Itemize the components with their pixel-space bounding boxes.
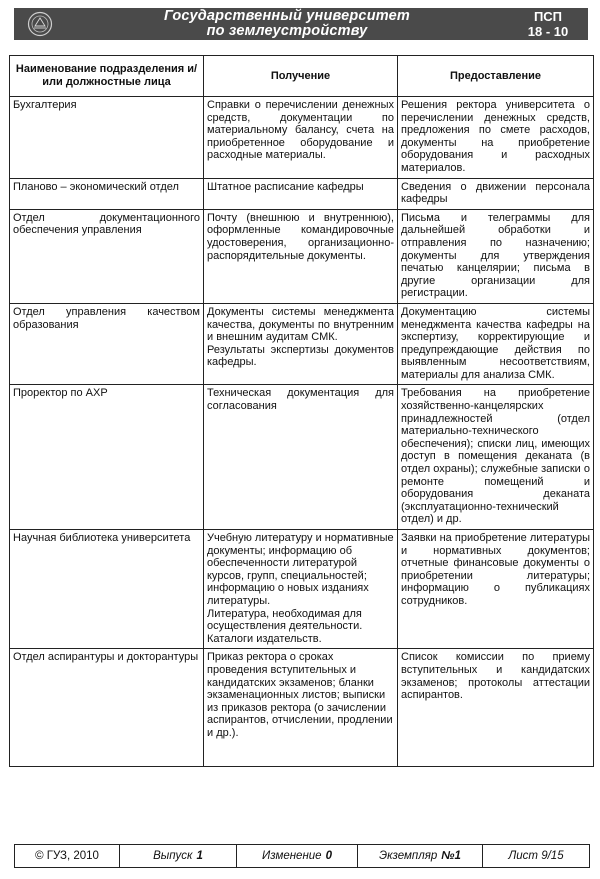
table-row [10,178,594,209]
provide-text: Письма и телеграммы для дальнейшей обработки и отправления по назначению; документы для утверждения печатью канцелярии; письма в другие организации для регистрации. [401,211,590,300]
provide-cell [398,530,594,649]
provide-cell [398,385,594,530]
footer-issue [120,845,237,867]
receive-cell [204,178,398,209]
provide-text: Документацию системы менеджмента качества кафедры на экспертизу, корректирующие и предупреждающие действия по выявленным несоответствиям, материалы для анализа СМК. [401,305,590,381]
unit-cell: Бухгалтерия [10,97,204,179]
footer-copy [358,845,483,867]
interaction-table [9,55,594,767]
provide-cell [398,303,594,385]
table-row [10,303,594,385]
provide-text: Список комиссии по приему вступительных и кандидатских экзаменов; протоколы аттестации аспирантов. [401,651,590,702]
unit-cell: Планово – экономический отдел [10,178,204,209]
receive-text: Литература, необходимая для осуществления деятельности. [207,607,363,633]
footer-sheet: Лист 9/15 [508,850,564,862]
footer-change [237,845,358,867]
provide-cell [398,97,594,179]
unit-cell: Отдел управления качеством образования [10,303,204,385]
provide-text: Требования на приобретение хозяйственно-канцелярских принадлежностей (отдел материально-технического обеспечения); списки лиц, имеющих доступ в помещения деканата (в отдел охраны); служебные записки о ремонте помещений и оборудования деканата (эксплуатационно-технический отдел) и др. [401,387,590,526]
receive-cell [204,209,398,303]
table-row [10,530,594,649]
title-line-2: по землеустройству [206,23,368,39]
unit-cell: Проректор по АХР [10,385,204,530]
header-unit: Наименование подразделения и/или должностные лица [10,56,204,97]
code-line-2: 18 - 10 [527,24,569,39]
document-code [508,9,588,39]
receive-text: Техническая документация для согласования [207,387,394,413]
university-emblem-icon [14,8,66,40]
header-receive: Получение [204,56,398,97]
receive-text: Результаты экспертизы документов кафедры. [207,343,394,369]
provide-cell [398,209,594,303]
change-value: 0 [325,850,332,862]
header-provide: Предоставление [398,56,594,97]
provide-cell [398,649,594,767]
issue-value: 1 [196,850,203,862]
unit-cell: Отдел аспирантуры и докторантуры [10,649,204,767]
footer-copyright: © ГУЗ, 2010 [15,845,120,867]
receive-cell [204,530,398,649]
university-title [66,9,508,39]
provide-text: Заявки на приобретение литературы и нормативных документов; отчетные финансовые документы о приобретении литературы; информацию о публикациях сотрудников. [401,532,590,607]
unit-cell: Отдел документационного обеспечения управления [10,209,204,303]
receive-cell [204,97,398,179]
receive-text: Штатное расписание кафедры [207,180,364,193]
code-line-1: ПСП [533,9,563,24]
receive-cell [204,303,398,385]
unit-cell: Научная библиотека университета [10,530,204,649]
receive-text: Приказ ректора о сроках проведения вступительных и кандидатских экзаменов; бланки экзаменационных листов; выписки из приказов ректора (о зачислении аспирантов, отчислении, продлении и др.). [207,651,393,739]
change-label: Изменение [262,850,322,862]
receive-text: Справки о перечислении денежных средств, документации по материальному балансу, счета на приобретенное оборудование и расходные материалы. [207,99,394,162]
table-row [10,385,594,530]
receive-text: Каталоги издательств. [207,632,322,645]
provide-text: Решения ректора университета о перечислении денежных средств, предложения по смете расходов, документы на приобретение оборудования и расходных материалов. [401,99,590,174]
table-header-row [10,56,594,97]
receive-text: Документы системы менеджмента качества, документы по внутренним и внешним аудитам СМК. [207,305,394,344]
receive-text: Учебную литературу и нормативные документы; информацию об обеспеченности литературой курсов, групп, специальностей; информацию о новых изданиях литературы. [207,532,394,607]
title-line-1: Государственный университет [163,8,411,24]
provide-cell [398,178,594,209]
receive-cell [204,649,398,767]
table-row [10,97,594,179]
copy-label: Экземпляр [379,850,438,862]
document-footer [14,844,590,868]
table-row [10,209,594,303]
table-row [10,649,594,767]
copy-value: №1 [441,850,461,862]
provide-text: Сведения о движении персонала кафедры [401,180,590,206]
receive-text: Почту (внешнюю и внутреннюю), оформленные командировочные удостоверения, организационно-распорядительные документы. [207,211,394,262]
document-header [14,8,588,40]
receive-cell [204,385,398,530]
issue-label: Выпуск [153,850,193,862]
